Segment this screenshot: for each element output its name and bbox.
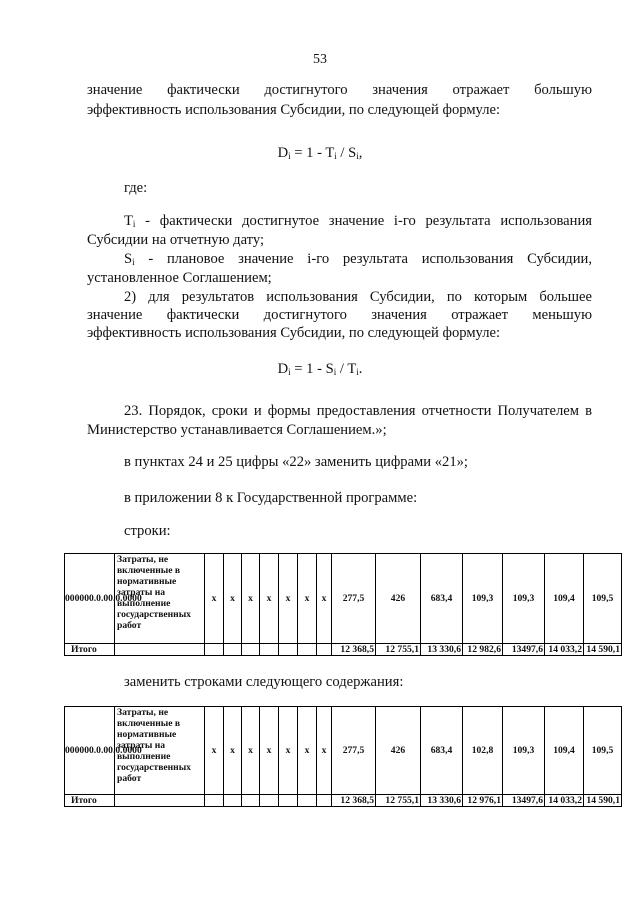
total-label: Итого <box>65 795 115 807</box>
stroki-text: строки: <box>124 523 171 539</box>
value-cell: 109,5 <box>584 554 622 644</box>
mark-cell: x <box>205 707 224 795</box>
row-label: Затраты, не включенные в нормативные затраты на выполнение государственных работ <box>115 707 205 795</box>
item23-line2: Министерство устанавливается Соглашением.»; <box>87 422 387 438</box>
formula-2: $D_i = 1 - S_i / T_i$. <box>277 361 363 377</box>
table-total-row <box>65 795 622 807</box>
value-cell: 683,4 <box>421 707 463 795</box>
total-cell: 12 368,5 <box>332 644 376 656</box>
table-new <box>64 706 622 807</box>
mark-cell: x <box>298 707 317 795</box>
value-cell: 102,8 <box>463 707 503 795</box>
value-cell: 277,5 <box>332 554 376 644</box>
item2-line2: значение фактически достигнутого значения отражает меньшую <box>87 307 592 323</box>
def-s-line2: установленное Соглашением; <box>87 270 272 286</box>
value-cell: 109,3 <box>463 554 503 644</box>
def-s-line1: $S_i$ - плановое значение i-го результата использования Субсидии, <box>124 251 592 267</box>
total-label: Итого <box>65 644 115 656</box>
value-cell: 109,5 <box>584 707 622 795</box>
replace-text: заменить строками следующего содержания: <box>124 674 404 690</box>
total-cell: 13497,6 <box>503 644 545 656</box>
value-cell: 109,4 <box>545 707 584 795</box>
value-cell: 109,4 <box>545 554 584 644</box>
mark-cell: x <box>242 554 260 644</box>
mark-cell: x <box>242 707 260 795</box>
mark-cell: x <box>279 707 298 795</box>
mark-cell: x <box>224 707 242 795</box>
item23-line1: 23. Порядок, сроки и формы предоставления отчетности Получателем в <box>124 403 592 419</box>
mark-cell: x <box>317 554 332 644</box>
row-code: 000000.0.00.0.0000 <box>65 554 115 644</box>
table-row <box>65 554 622 644</box>
def-t-line2: Субсидии на отчетную дату; <box>87 232 265 248</box>
mark-cell: x <box>317 707 332 795</box>
para1-line2: эффективность использования Субсидии, по следующей формуле: <box>87 102 501 118</box>
value-cell: 683,4 <box>421 554 463 644</box>
value-cell: 109,3 <box>503 707 545 795</box>
appendix-text: в приложении 8 к Государственной программе: <box>124 490 418 506</box>
total-cell: 13497,6 <box>503 795 545 807</box>
total-cell: 12 976,1 <box>463 795 503 807</box>
item2-line1: 2) для результатов использования Субсидии, по которым большее <box>124 289 592 305</box>
value-cell: 426 <box>376 554 421 644</box>
total-cell: 12 755,1 <box>376 795 421 807</box>
table-old <box>64 553 622 656</box>
def-t-line1: $T_i$ - фактически достигнутое значение i-го результата использования <box>124 213 592 229</box>
total-cell: 12 755,1 <box>376 644 421 656</box>
table-row <box>65 707 622 795</box>
total-cell: 12 982,6 <box>463 644 503 656</box>
value-cell: 109,3 <box>503 554 545 644</box>
item2-line3: эффективность использования Субсидии, по следующей формуле: <box>87 325 501 341</box>
total-cell: 12 368,5 <box>332 795 376 807</box>
total-cell: 13 330,6 <box>421 795 463 807</box>
gde-label: где: <box>124 180 148 196</box>
value-cell: 426 <box>376 707 421 795</box>
mark-cell: x <box>224 554 242 644</box>
total-cell: 14 590,1 <box>584 795 622 807</box>
mark-cell: x <box>279 554 298 644</box>
total-cell: 14 033,2 <box>545 644 584 656</box>
page-number: 53 <box>313 52 327 67</box>
table-total-row <box>65 644 622 656</box>
total-cell: 13 330,6 <box>421 644 463 656</box>
points-text: в пунктах 24 и 25 цифры «22» заменить цифрами «21»; <box>124 454 468 470</box>
mark-cell: x <box>260 554 279 644</box>
mark-cell: x <box>298 554 317 644</box>
total-cell: 14 033,2 <box>545 795 584 807</box>
para1-line1: значение фактически достигнутого значения отражает большую <box>87 82 592 98</box>
row-code: 000000.0.00.0.0000 <box>65 707 115 795</box>
formula-1: $D_i = 1 - T_i / S_i$, <box>277 145 363 161</box>
mark-cell: x <box>260 707 279 795</box>
row-label: Затраты, не включенные в нормативные затраты на выполнение государственных работ <box>115 554 205 644</box>
mark-cell: x <box>205 554 224 644</box>
total-cell: 14 590,1 <box>584 644 622 656</box>
value-cell: 277,5 <box>332 707 376 795</box>
